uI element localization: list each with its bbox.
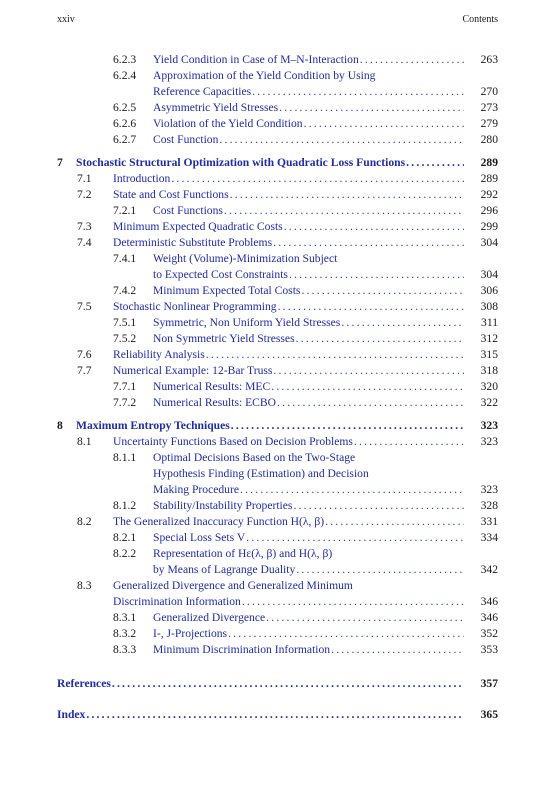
toc-title-link[interactable]: to Expected Cost Constraints bbox=[153, 268, 288, 281]
toc-title-link[interactable]: References bbox=[57, 677, 111, 690]
toc-number: 7 bbox=[57, 156, 63, 169]
toc-section-row[interactable] bbox=[0, 100, 545, 116]
leader-dots bbox=[293, 498, 464, 514]
leader-dots bbox=[296, 331, 464, 347]
toc-title-link[interactable]: Optimal Decisions Based on the Two-Stage bbox=[153, 451, 356, 464]
toc-title-link[interactable]: Stochastic Structural Optimization with Quadratic Loss Functions bbox=[76, 156, 406, 169]
toc-page-number: 263 bbox=[480, 53, 498, 66]
toc-page-number: 323 bbox=[480, 419, 498, 432]
running-title: Contents bbox=[462, 14, 498, 25]
toc-number: 7.5 bbox=[77, 300, 92, 313]
toc-number: 7.1 bbox=[77, 172, 92, 185]
toc-backmatter-row[interactable] bbox=[0, 676, 545, 692]
toc-page-number: 342 bbox=[480, 563, 498, 576]
leader-dots bbox=[230, 187, 464, 203]
toc-page-number: 279 bbox=[480, 117, 498, 130]
toc-title-link[interactable]: Cost Function bbox=[153, 133, 219, 146]
toc-number: 8.1 bbox=[77, 435, 92, 448]
toc-section-row[interactable] bbox=[0, 498, 545, 514]
toc-title-link[interactable]: Making Procedure bbox=[153, 483, 239, 496]
toc-title-link[interactable]: Reliability Analysis bbox=[113, 348, 205, 361]
toc-number: 7.4 bbox=[77, 236, 92, 249]
toc-section-row[interactable] bbox=[0, 514, 545, 530]
toc-number: 7.4.2 bbox=[113, 284, 137, 297]
toc-section-row[interactable] bbox=[0, 546, 545, 562]
toc-number: 8 bbox=[57, 419, 63, 432]
toc-number: 8.3.2 bbox=[113, 627, 137, 640]
toc-title-link[interactable]: I-, J-Projections bbox=[153, 627, 228, 640]
leader-dots bbox=[231, 418, 464, 434]
toc-section-row[interactable] bbox=[0, 132, 545, 148]
toc-number: 7.2.1 bbox=[113, 204, 137, 217]
toc-section-row[interactable] bbox=[0, 434, 545, 450]
toc-title-link[interactable]: Generalized Divergence and Generalized Minimum bbox=[113, 579, 353, 592]
leader-dots bbox=[296, 562, 464, 578]
toc-section-row[interactable] bbox=[0, 466, 545, 482]
leader-dots bbox=[301, 283, 464, 299]
toc-page-number: 280 bbox=[480, 133, 498, 146]
toc-number: 8.3 bbox=[77, 579, 92, 592]
toc-title-link[interactable]: Yield Condition in Case of M–N-Interaction bbox=[153, 53, 359, 66]
leader-dots bbox=[246, 530, 464, 546]
toc-section-row[interactable] bbox=[0, 299, 545, 315]
toc-page-number: 353 bbox=[480, 643, 498, 656]
leader-dots bbox=[240, 482, 464, 498]
leader-dots bbox=[279, 100, 464, 116]
toc-chapter-row[interactable] bbox=[0, 155, 545, 171]
toc-number: 7.3 bbox=[77, 220, 92, 233]
toc-page-number: 323 bbox=[480, 435, 498, 448]
toc-section-row[interactable] bbox=[0, 52, 545, 68]
toc-title-link[interactable]: Numerical Results: MEC bbox=[153, 380, 271, 393]
toc-title-link[interactable]: Minimum Expected Total Costs bbox=[153, 284, 301, 297]
toc-title-link[interactable]: Minimum Expected Quadratic Costs bbox=[113, 220, 283, 233]
leader-dots bbox=[273, 235, 464, 251]
toc-title-link[interactable]: Stochastic Nonlinear Programming bbox=[113, 300, 277, 313]
toc-page-number: 357 bbox=[480, 677, 498, 690]
toc-title-link[interactable]: Minimum Discrimination Information bbox=[153, 643, 331, 656]
leader-dots bbox=[289, 267, 464, 283]
leader-dots bbox=[206, 347, 464, 363]
leader-dots bbox=[266, 610, 464, 626]
toc-section-row[interactable] bbox=[0, 642, 545, 658]
toc-title-link[interactable]: Stability/Instability Properties bbox=[153, 499, 293, 512]
toc-title-link[interactable]: Cost Functions bbox=[153, 204, 223, 217]
toc-section-row[interactable] bbox=[0, 626, 545, 642]
toc-title-link[interactable]: Violation of the Yield Condition bbox=[153, 117, 303, 130]
toc-section-row[interactable] bbox=[0, 219, 545, 235]
leader-dots bbox=[354, 434, 464, 450]
toc-number: 6.2.6 bbox=[113, 117, 137, 130]
toc-section-row[interactable] bbox=[0, 116, 545, 132]
leader-dots bbox=[273, 363, 464, 379]
toc-section-row[interactable] bbox=[0, 530, 545, 546]
toc-page-number: 323 bbox=[480, 483, 498, 496]
toc-number: 6.2.7 bbox=[113, 133, 137, 146]
toc-title-link[interactable]: Symmetric, Non Uniform Yield Stresses bbox=[153, 316, 341, 329]
toc-number: 8.2.2 bbox=[113, 547, 137, 560]
toc-title-link[interactable]: Non Symmetric Yield Stresses bbox=[153, 332, 295, 345]
toc-number: 8.1.1 bbox=[113, 451, 137, 464]
toc-page-number: 292 bbox=[480, 188, 498, 201]
toc-page-number: 304 bbox=[480, 268, 498, 281]
toc-title-link[interactable]: Reference Capacities bbox=[153, 85, 252, 98]
leader-dots bbox=[271, 379, 464, 395]
running-header bbox=[57, 14, 498, 28]
toc-backmatter-row[interactable] bbox=[0, 707, 545, 723]
toc-page-number: 308 bbox=[480, 300, 498, 313]
leader-dots bbox=[252, 84, 464, 100]
toc-section-row[interactable] bbox=[0, 315, 545, 331]
leader-dots bbox=[406, 155, 464, 171]
toc-section-row[interactable] bbox=[0, 450, 545, 466]
toc-page-number: 352 bbox=[480, 627, 498, 640]
toc-page-number: 346 bbox=[480, 595, 498, 608]
toc-page-number: 328 bbox=[480, 499, 498, 512]
toc-title-link[interactable]: Special Loss Sets V bbox=[153, 531, 246, 544]
toc-title-link[interactable]: The Generalized Inaccuracy Function H(λ, β) bbox=[113, 515, 325, 528]
leader-dots bbox=[171, 171, 464, 187]
toc-section-row[interactable] bbox=[0, 395, 545, 411]
toc-page-number: 299 bbox=[480, 220, 498, 233]
toc-title-link[interactable]: Generalized Divergence bbox=[153, 611, 266, 624]
toc-title-link[interactable]: Maximum Entropy Techniques bbox=[76, 419, 230, 432]
toc-title-link[interactable]: Weight (Volume)-Minimization Subject bbox=[153, 252, 338, 265]
toc-section-row[interactable] bbox=[0, 578, 545, 594]
toc-number: 7.2 bbox=[77, 188, 92, 201]
toc-page-number: 289 bbox=[480, 172, 498, 185]
toc-number: 7.6 bbox=[77, 348, 92, 361]
toc-page-number: 320 bbox=[480, 380, 498, 393]
toc-number: 8.1.2 bbox=[113, 499, 137, 512]
toc-title-link[interactable]: Numerical Results: ECBO bbox=[153, 396, 277, 409]
toc-page-number: 365 bbox=[480, 708, 498, 721]
leader-dots bbox=[228, 626, 464, 642]
toc-section-row[interactable] bbox=[0, 251, 545, 267]
toc-section-row[interactable] bbox=[0, 171, 545, 187]
toc-section-row[interactable] bbox=[0, 68, 545, 84]
toc-number: 8.3.3 bbox=[113, 643, 137, 656]
toc-chapter-row[interactable] bbox=[0, 418, 545, 434]
leader-dots bbox=[278, 299, 464, 315]
toc-number: 8.2.1 bbox=[113, 531, 137, 544]
toc-title-link[interactable]: Introduction bbox=[113, 172, 171, 185]
leader-dots bbox=[325, 514, 464, 530]
toc-title-link[interactable]: Discrimination Information bbox=[113, 595, 241, 608]
toc-page-number: 273 bbox=[480, 101, 498, 114]
toc-page-number: 322 bbox=[480, 396, 498, 409]
toc-number: 8.2 bbox=[77, 515, 92, 528]
toc-page-number: 289 bbox=[480, 156, 498, 169]
leader-dots bbox=[304, 116, 464, 132]
toc-page-number: 312 bbox=[480, 332, 498, 345]
toc-title-link[interactable]: State and Cost Functions bbox=[113, 188, 229, 201]
toc-page-number: 318 bbox=[480, 364, 498, 377]
toc-section-row[interactable] bbox=[0, 283, 545, 299]
leader-dots bbox=[331, 642, 464, 658]
toc-number: 7.7.2 bbox=[113, 396, 137, 409]
toc-number: 6.2.5 bbox=[113, 101, 137, 114]
leader-dots bbox=[112, 676, 464, 692]
toc-page-number: 331 bbox=[480, 515, 498, 528]
toc-section-row[interactable] bbox=[0, 84, 545, 100]
page-number: xxiv bbox=[57, 14, 75, 25]
toc-section-row[interactable] bbox=[0, 363, 545, 379]
toc-number: 7.5.2 bbox=[113, 332, 137, 345]
toc-page-number: 304 bbox=[480, 236, 498, 249]
leader-dots bbox=[86, 707, 464, 723]
toc-title-link[interactable]: Uncertainty Functions Based on Decision Problems bbox=[113, 435, 353, 448]
toc-section-row[interactable] bbox=[0, 187, 545, 203]
toc-number: 8.3.1 bbox=[113, 611, 137, 624]
toc-title-link[interactable]: Representation of Hε(λ, β) and H(λ, β) bbox=[153, 547, 333, 560]
toc-section-row[interactable] bbox=[0, 267, 545, 283]
toc-section-row[interactable] bbox=[0, 235, 545, 251]
toc-title-link[interactable]: Asymmetric Yield Stresses bbox=[153, 101, 279, 114]
leader-dots bbox=[219, 132, 464, 148]
toc-section-row[interactable] bbox=[0, 331, 545, 347]
toc-number: 7.7.1 bbox=[113, 380, 137, 393]
toc-section-row[interactable] bbox=[0, 594, 545, 610]
leader-dots bbox=[224, 203, 464, 219]
toc-page-number: 270 bbox=[480, 85, 498, 98]
toc-section-row[interactable] bbox=[0, 379, 545, 395]
toc-section-row[interactable] bbox=[0, 562, 545, 578]
leader-dots bbox=[341, 315, 464, 331]
toc-section-row[interactable] bbox=[0, 482, 545, 498]
leader-dots bbox=[360, 52, 464, 68]
toc-page-number: 296 bbox=[480, 204, 498, 217]
toc-title-link[interactable]: by Means of Lagrange Duality bbox=[153, 563, 296, 576]
toc-title-link[interactable]: Index bbox=[57, 708, 86, 721]
toc-number: 7.4.1 bbox=[113, 252, 137, 265]
leader-dots bbox=[277, 395, 464, 411]
toc-number: 6.2.4 bbox=[113, 69, 137, 82]
toc-title-link[interactable]: Deterministic Substitute Problems bbox=[113, 236, 273, 249]
toc-page-number: 315 bbox=[480, 348, 498, 361]
toc-title-link[interactable]: Numerical Example: 12-Bar Truss bbox=[113, 364, 273, 377]
toc-page-number: 346 bbox=[480, 611, 498, 624]
toc-number: 6.2.3 bbox=[113, 53, 137, 66]
toc-section-row[interactable] bbox=[0, 610, 545, 626]
toc-title-link[interactable]: Approximation of the Yield Condition by Using bbox=[153, 69, 376, 82]
toc-section-row[interactable] bbox=[0, 347, 545, 363]
toc-title-link[interactable]: Hypothesis Finding (Estimation) and Decision bbox=[153, 467, 369, 480]
toc-number: 7.5.1 bbox=[113, 316, 137, 329]
toc-page-number: 334 bbox=[480, 531, 498, 544]
toc-page-number: 306 bbox=[480, 284, 498, 297]
toc-section-row[interactable] bbox=[0, 203, 545, 219]
toc-page-number: 311 bbox=[481, 316, 498, 329]
leader-dots bbox=[284, 219, 464, 235]
toc-number: 7.7 bbox=[77, 364, 92, 377]
leader-dots bbox=[242, 594, 464, 610]
